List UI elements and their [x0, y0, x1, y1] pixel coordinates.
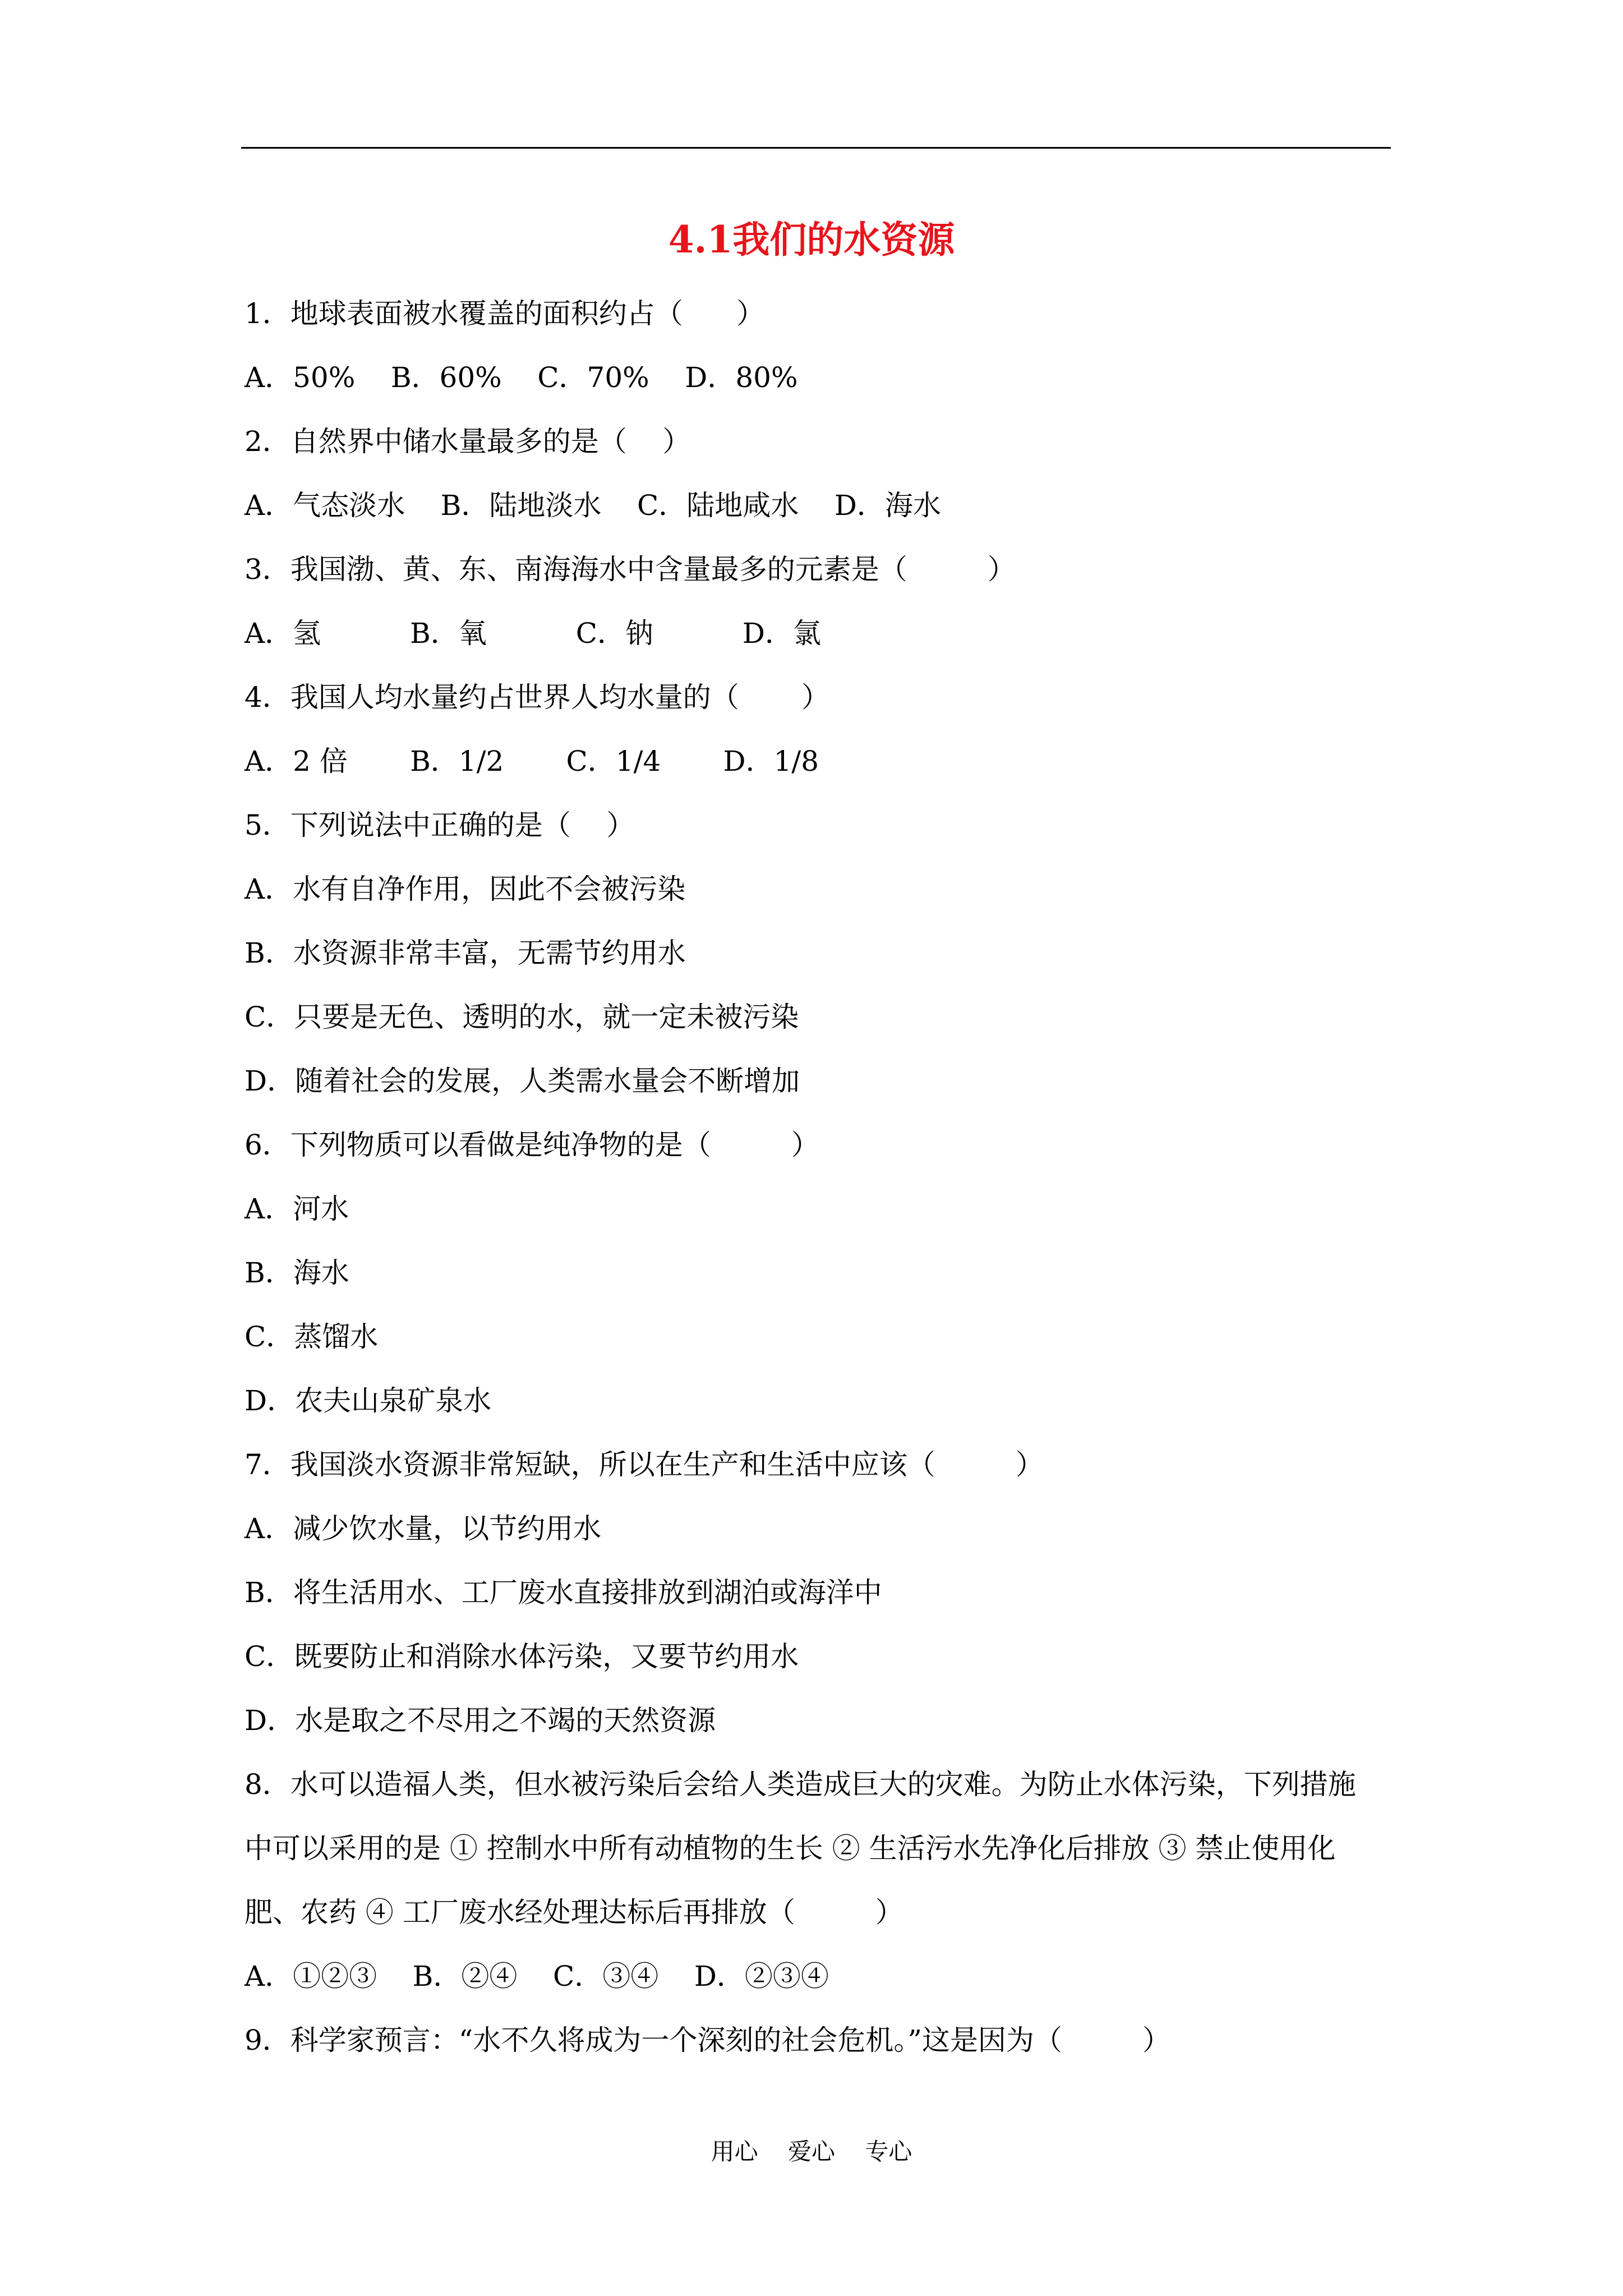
question-7-option-a: A．减少饮水量，以节约用水 — [245, 1512, 602, 1545]
question-6: 6．下列物质可以看做是纯净物的是（ ） — [245, 1129, 819, 1161]
question-5-option-b: B．水资源非常丰富，无需节约用水 — [245, 937, 686, 969]
question-1: 1．地球表面被水覆盖的面积约占（ ） — [245, 297, 765, 330]
question-8-options: A．①②③ B．②④ C．③④ D．②③④ — [245, 1960, 829, 1993]
question-9: 9．科学家预言：“水不久将成为一个深刻的社会危机。”这是因为（ ） — [245, 2024, 1170, 2056]
question-6-option-d: D．农夫山泉矿泉水 — [245, 1384, 492, 1417]
question-6-option-a: A．河水 — [245, 1193, 349, 1225]
question-8-line-3: 肥、农药 ④ 工厂废水经处理达标后再排放（ ） — [245, 1896, 903, 1929]
question-8-line-1: 8．水可以造福人类，但水被污染后会给人类造成巨大的灾难。为防止水体污染，下列措施 — [245, 1768, 1356, 1801]
question-1-options: A．50% B．60% C．70% D．80% — [245, 361, 798, 394]
question-7-option-d: D．水是取之不尽用之不竭的天然资源 — [245, 1704, 716, 1737]
question-3: 3．我国渤、黄、东、南海海水中含量最多的元素是（ ） — [245, 553, 1016, 586]
question-5: 5．下列说法中正确的是（ ） — [245, 809, 635, 841]
question-2: 2．自然界中储水量最多的是（ ） — [245, 425, 691, 458]
question-6-option-b: B．海水 — [245, 1257, 349, 1289]
question-8-line-2: 中可以采用的是 ① 控制水中所有动植物的生长 ② 生活污水先净化后排放 ③ 禁止使用化 — [245, 1832, 1336, 1865]
question-7: 7．我国淡水资源非常短缺，所以在生产和生活中应该（ ） — [245, 1448, 1044, 1481]
question-7-option-b: B．将生活用水、工厂废水直接排放到湖泊或海洋中 — [245, 1576, 882, 1609]
question-6-option-c: C．蒸馏水 — [245, 1320, 379, 1353]
question-3-options: A．氢 B．氧 C．钠 D．氯 — [245, 617, 822, 650]
question-5-option-d: D．随着社会的发展，人类需水量会不断增加 — [245, 1065, 800, 1097]
header-rule — [241, 147, 1391, 149]
question-5-option-a: A．水有自净作用，因此不会被污染 — [245, 873, 686, 905]
question-7-option-c: C．既要防止和消除水体污染，又要节约用水 — [245, 1640, 799, 1673]
question-2-options: A．气态淡水 B．陆地淡水 C．陆地咸水 D．海水 — [245, 489, 941, 522]
page-footer: 用心 爱心 专心 — [711, 2138, 912, 2165]
question-4-options: A．2 倍 B．1/2 C．1/4 D．1/8 — [245, 745, 819, 777]
question-5-option-c: C．只要是无色、透明的水，就一定未被污染 — [245, 1001, 799, 1033]
page-title: 4.1我们的水资源 — [668, 218, 955, 261]
question-4: 4．我国人均水量约占世界人均水量的（ ） — [245, 681, 830, 714]
